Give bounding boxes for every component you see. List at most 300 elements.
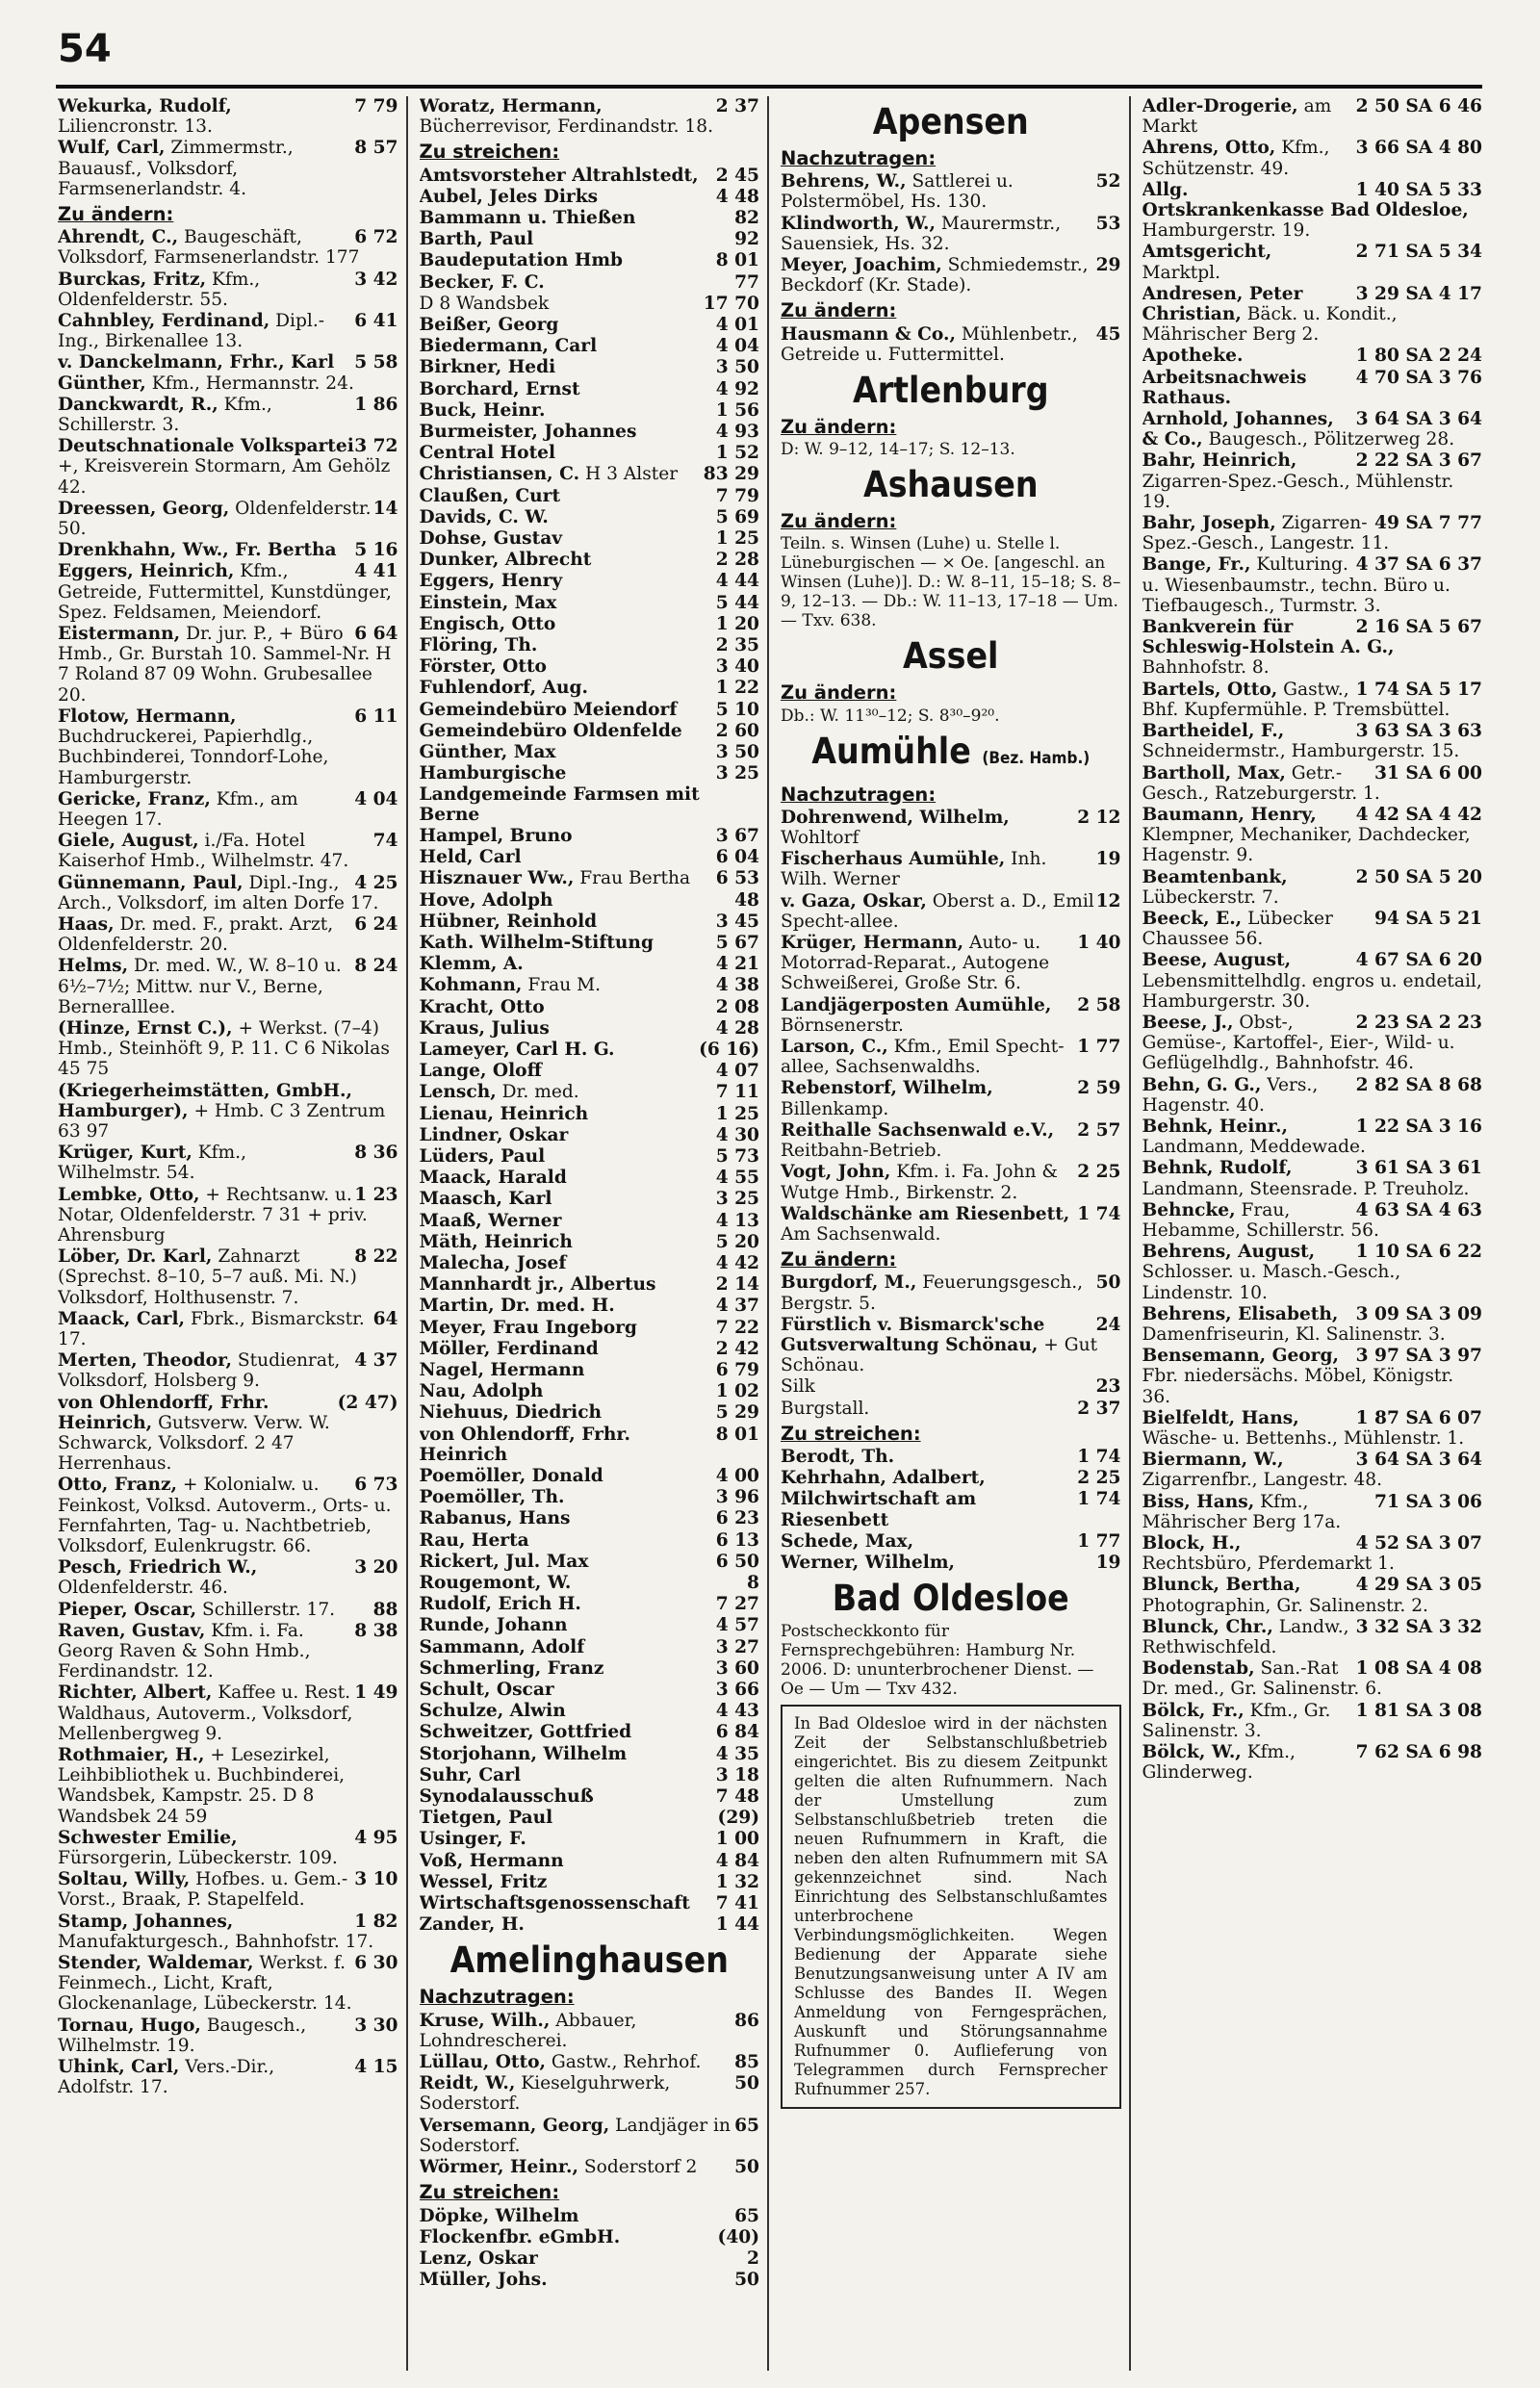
directory-entry [58,914,398,955]
entry-name: Klindworth, W., [781,213,936,234]
phone-number: 2 59 [1077,1078,1121,1099]
directory-entry [58,1869,398,1910]
section-heading: Zu ändern: [781,681,897,705]
directory-entry [781,1376,1121,1397]
entry-name: Cahnbley, Ferdinand, [58,311,270,332]
phone-number: (2 47) [337,1392,398,1413]
phone-number: 1 00 [715,1829,759,1850]
directory-entry [781,1204,1121,1245]
entry-name: Woratz, Hermann, [419,96,603,116]
directory-entry [1142,138,1483,178]
directory-entry [1142,1075,1483,1116]
directory-entry [58,1309,398,1349]
phone-number: 50 [734,2073,759,2094]
entry-details: + Hmb. C 3 Zentrum 63 97 [58,1100,386,1142]
directory-entry [58,352,398,393]
entry-name: Adler-Drogerie, [1142,96,1298,116]
directory-entry [781,1553,1121,1573]
entry-name: Bartheidel, F., [1142,721,1285,742]
phone-number: 86 [734,2010,759,2031]
entry-name: Lindner, Oskar [419,1124,569,1145]
entry-name: Usinger, F. [419,1829,526,1850]
phone-number: 5 10 [715,699,759,720]
directory-entry [420,678,760,698]
phone-number: 6 24 [354,913,398,935]
entry-name: Poemöller, Donald [419,1466,603,1486]
directory-entry [58,540,398,560]
entry-details: Maurermstr., Sauensiek, Hs. 32. [781,213,1062,254]
directory-entry [420,1104,760,1124]
entry-name: Schede, Max, [781,1530,914,1552]
entry-name: Barth, Paul [419,229,534,250]
entry-details: Vers.-Dir., Adolfstr. 17. [58,2057,275,2098]
directory-entry [1142,1408,1483,1449]
entry-name: Dohse, Gustav [419,528,563,550]
directory-entry [420,1573,760,1593]
phone-number: 17 70 [703,293,759,314]
entry-details: Kfm., Oldenfelderstr. 55. [58,269,261,310]
phone-number: 1 23 [354,1184,398,1205]
entry-details: Börnsenerstr. [781,1014,904,1036]
directory-entry [1142,368,1483,408]
phone-number: 52 [1095,171,1121,193]
entry-name: Wekurka, Rudolf, [58,96,232,116]
directory-entry [420,1744,760,1764]
entry-details: Am Sachsenwald. [781,1223,941,1245]
directory-entry [58,1350,398,1391]
phone-number: 1 44 [715,1914,759,1936]
entry-name: Beißer, Georg [419,315,559,336]
entry-name: Raven, Gustav, [58,1620,206,1641]
phone-number: 1 10 SA 6 22 [1355,1242,1482,1263]
entry-name: Held, Carl [419,847,522,868]
entry-name: Schulze, Alwin [419,1701,566,1722]
directory-entry [58,96,398,137]
directory-entry [420,250,760,270]
phone-number: 1 77 [1077,1530,1121,1552]
entry-name: Claußen, Curt [419,485,561,506]
phone-number: 3 66 [715,1680,759,1701]
phone-number: 6 79 [715,1359,759,1380]
entry-name: Bartels, Otto, [1142,679,1278,700]
phone-number: 4 00 [715,1466,759,1486]
directory-entry [420,1680,760,1700]
directory-entry [420,2206,760,2226]
directory-entry [420,1168,760,1188]
entry-details: + Rechtsanw. u. Notar, Oldenfelderstr. 7 31 + priv. Ahrensburg [58,1184,368,1245]
directory-entry [58,1621,398,1682]
phone-number: 8 36 [354,1143,398,1164]
entry-details: + Kolonialw. u. Feinkost, Volksd. Autoverm., Orts- u. Fernfahrten, Tag- u. Nachtbetrieb, Volksdorf, Eulenkrugstr. 66. [58,1475,392,1557]
entry-details: Liliencronstr. 13. [58,116,213,138]
directory-entry [781,1468,1121,1488]
directory-entry [420,1402,760,1423]
place-note: Db.: W. 11³⁰–12; S. 8³⁰–9²⁰. [781,706,1000,726]
entry-name: Blunck, Bertha, [1142,1575,1301,1596]
directory-entry [420,315,760,335]
directory-entry [58,1682,398,1744]
directory-entry [420,294,760,314]
entry-details: Schlosser. u. Masch.-Gesch., Lindenstr. 10. [1142,1262,1401,1303]
directory-entry [420,379,760,399]
phone-number: 4 57 [715,1615,759,1636]
phone-number: 5 67 [715,932,759,953]
directory-entry [781,1315,1121,1376]
directory-entry [1142,1701,1483,1741]
phone-number: 19 [1095,1552,1121,1573]
phone-number: 1 20 [715,613,759,634]
phone-number: 4 15 [354,2057,398,2078]
directory-entry [420,464,760,484]
entry-name: Kruse, Wilh., [419,2010,551,2031]
entry-details: Landmann, Steensrade. P. Treuholz. [1142,1178,1470,1199]
entry-name: Richter, Albert, [58,1682,213,1704]
section-heading: Zu streichen: [419,141,560,164]
entry-name: Bahr, Joseph, [1142,513,1276,534]
directory-entry [420,1189,760,1209]
directory-entry [420,166,760,186]
entry-name: Bölck, Fr., [1142,1700,1245,1721]
phone-number: 19 [1095,849,1121,870]
section-heading: Zu ändern: [781,299,897,322]
entry-name: Synodalausschuß [419,1786,594,1808]
phone-number: 8 22 [354,1246,398,1268]
directory-entry [1142,1533,1483,1574]
entry-details: Auto- u. Motorrad-Reparat., Autogene Schweißerei, Große Str. 6. [781,933,1050,994]
directory-entry [1142,1492,1483,1532]
entry-name: Maasch, Karl [419,1189,552,1210]
phone-number: 5 69 [715,506,759,527]
entry-name: Bensemann, Georg, [1142,1346,1339,1367]
phone-number: (40) [717,2226,759,2247]
place-name: Assel [903,635,999,678]
entry-name: Helms, [58,956,129,977]
entry-name: Burmeister, Johannes [419,422,637,443]
entry-name: Behncke, [1142,1199,1236,1220]
entry-details: i./Fa. Hotel Kaiserhof Hmb., Wilhelmstr. 47. [58,831,349,872]
phone-number: 53 [1095,213,1121,234]
entry-details: Zigarren-Spez.-Gesch., Langestr. 11. [1142,513,1390,554]
directory-entry [58,956,398,1017]
entry-name: Central Hotel [419,443,556,464]
entry-name: Bodenstab, [1142,1658,1255,1680]
entry-name: Lenz, Oskar [419,2247,538,2269]
phone-number: 1 86 [354,394,398,415]
entry-details: Oldenfelderstr. 50. [58,498,372,540]
entry-details: Lübeckerstr. 7. [1142,886,1279,908]
place-heading [781,370,1121,412]
columns [58,96,1482,2371]
entry-name: Stender, Waldemar, [58,1953,254,1974]
phone-number: 2 35 [715,635,759,656]
phone-number: 6 53 [715,868,759,889]
phone-number: 4 55 [715,1168,759,1189]
directory-entry [420,443,760,463]
phone-number: 1 32 [715,1871,759,1892]
notice-box: In Bad Oldesloe wird in der nächsten Zeit der Selbstanschlußbetrieb eingerichtet. Bis zu diesem Zeitpunkt gelten die alten Rufnummern. Nach der Umstellung zum Selbstanschlußbetrieb treten die neuen Rufnummern in Kraft, die neben den alten Rufnummern mit SA gekennzeichnet sind. Nach Einrichtung des Selbstanschlußamtes unterbrochene Verbindungsmöglichkeiten. Wegen Bedienung der Apparate siehe Benutzungsanweisung unter A IV am Schlusse des Bandes II. Wegen Anmeldung von Ferngesprächen, Auskunft und Störungsannahme Rufnummer 0. Auflieferung von Telegrammen durch Fernsprecher Rufnummer 257. [781,1705,1121,2109]
entry-name: Lange, Oloff [419,1061,542,1082]
phone-number: 4 41 [354,561,398,582]
entry-name: Burgdorf, M., [781,1272,917,1294]
directory-entry [1142,805,1483,866]
directory-entry [781,1447,1121,1467]
entry-name: Martin, Dr. med. H. [419,1296,615,1317]
phone-number: 6 41 [354,311,398,332]
entry-name: Ahrens, Otto, [1142,138,1276,159]
entry-name: Behrens, W., [781,171,907,193]
directory-entry [58,311,398,351]
phone-number: 7 22 [715,1317,759,1338]
directory-entry [1142,1200,1483,1241]
directory-entry [1142,1346,1483,1407]
entry-details: Wäsche- u. Bettenhs., Mühlenstr. 1. [1142,1428,1465,1449]
directory-entry [781,324,1121,365]
phone-number: 77 [734,271,759,293]
directory-entry [420,700,760,720]
entry-details: Kfm. i. Fa. Georg Raven & Sohn Hmb., Ferdinandstr. 12. [58,1620,311,1682]
directory-entry [420,868,760,888]
entry-details: Dipl.-Ing., Birkenallee 13. [58,311,325,352]
directory-entry [58,1828,398,1868]
directory-entry [58,138,398,199]
phone-number: 7 79 [354,96,398,116]
directory-entry [1142,180,1483,242]
phone-number: 1 22 [715,678,759,699]
directory-entry [420,336,760,356]
phone-number: 4 01 [715,315,759,336]
entry-name: Meyer, Joachim, [781,255,942,276]
entry-details: San.-Rat Dr. med., Gr. Salinenstr. 6. [1142,1658,1382,1700]
entry-name: Kraus, Julius [419,1017,550,1039]
phone-number: 64 [372,1308,398,1329]
phone-number: 4 21 [715,954,759,975]
directory-entry [420,847,760,867]
entry-details: Manufakturgesch., Bahnhofstr. 17. [58,1931,374,1952]
place-heading [781,635,1121,678]
entry-name: Runde, Johann [419,1615,568,1636]
entry-name: Bahr, Heinrich, [1142,450,1297,472]
entry-name: Lameyer, Carl H. G. [419,1039,615,1060]
directory-entry [420,1851,760,1871]
phone-number: 2 16 SA 5 67 [1355,617,1482,638]
entry-details: Zigarrenfbr., Langestr. 48. [1142,1470,1383,1491]
entry-name: Reithalle Sachsenwald e.V., [781,1119,1055,1141]
directory-entry [1142,450,1483,512]
phone-number: 50 [734,2270,759,2291]
entry-name: Werner, Wilhelm, [781,1552,955,1573]
directory-entry [1142,513,1483,553]
entry-name: Einstein, Max [419,592,557,613]
phone-number: 4 37 [715,1296,759,1317]
directory-entry [420,229,760,249]
phone-number: 1 80 SA 2 24 [1355,346,1482,367]
directory-entry [781,933,1121,994]
directory-entry [781,891,1121,932]
directory-entry [420,272,760,293]
place-note: Teiln. s. Winsen (Luhe) u. Stelle l. Lüneburgischen — × Oe. [angeschl. an Winsen (Luhe)]. D.: W. 8–11, 15–18; S. 8–9, 12–13. — Db.: W. 11–13, 17–18 — Um. — Txv. 638. [781,534,1121,631]
directory-entry [420,2052,760,2072]
entry-name: Soltau, Willy, [58,1869,191,1890]
phone-number: 4 30 [715,1124,759,1145]
directory-entry [420,975,760,995]
entry-details: Kfm. i. Fa. John & Wutge Hmb., Birkenstr. 2. [781,1162,1058,1203]
phone-number: 2 58 [1077,994,1121,1015]
entry-details: Feuerungsgesch., Bergstr. 5. [781,1272,1084,1314]
entry-name: Becker, F. C. [419,271,545,293]
entry-details: Kfm., Getreide, Futtermittel, Kunstdünger, Spez. Feldsamen, Meiendorf. [58,561,392,623]
directory-entry [420,1040,760,1060]
phone-number: 3 20 [354,1557,398,1579]
phone-number: 4 38 [715,975,759,996]
phone-number: 2 82 SA 8 68 [1355,1074,1482,1095]
entry-details: Getr.-Gesch., Ratzeburgerstr. 1. [1142,762,1380,804]
phone-number: 4 28 [715,1017,759,1039]
directory-entry [420,1146,760,1167]
entry-name: Voß, Hermann [419,1850,564,1871]
phone-number: 2 22 SA 3 67 [1355,450,1482,472]
entry-details: Rechtsbüro, Pferdemarkt 1. [1142,1553,1395,1575]
directory-entry [420,1829,760,1849]
directory-entry [420,933,760,953]
phone-number: 2 14 [715,1274,759,1296]
directory-entry [1142,1158,1483,1198]
entry-name: Kracht, Otto [419,996,545,1017]
entry-name: Reidt, W., [419,2073,516,2094]
entry-name: Krüger, Hermann, [781,933,964,954]
entry-details: Zahnarzt (Sprechst. 8–10, 5–7 auß. Mi. N.) Volksdorf, Holthusenstr. 7. [58,1246,357,1308]
directory-entry [1142,617,1483,679]
entry-details: Mühlenbetr., Getreide u. Futtermittel. [781,323,1078,365]
entry-name: Rickert, Jul. Max [419,1551,589,1572]
phone-number: 4 04 [354,788,398,809]
entry-name: (Kriegerheimstätten, GmbH., Hamburger), [58,1080,353,1121]
phone-number: 1 02 [715,1381,759,1402]
phone-number: 85 [734,2052,759,2073]
directory-entry [420,187,760,207]
entry-details: Frau Bertha [579,868,691,889]
directory-entry [1142,346,1483,366]
entry-details: Marktpl. [1142,262,1221,283]
entry-details: Dr. med. F., prakt. Arzt, Oldenfelderstr. 20. [58,913,334,956]
entry-name: Kehrhahn, Adalbert, [781,1468,986,1489]
directory-entry [420,2157,760,2177]
directory-entry [1142,680,1483,720]
phone-number: 3 32 SA 3 32 [1355,1616,1482,1637]
directory-entry [781,1120,1121,1161]
place-name: Bad Oldesloe [832,1578,1069,1620]
entry-name: Möller, Ferdinand [419,1338,599,1359]
entry-details: Reitbahn-Betrieb. [781,1141,942,1162]
entry-name: Lüders, Paul [419,1145,546,1167]
entry-name: Baumann, Henry, [1142,804,1317,825]
phone-number: 1 22 SA 3 16 [1355,1116,1482,1137]
phone-number: 3 96 [715,1487,759,1508]
phone-number: 2 23 SA 2 23 [1355,1012,1482,1033]
entry-details: Oldenfelderstr. 46. [58,1578,228,1599]
entry-details: H 3 Alster [585,464,679,485]
entry-name: Stamp, Johannes, [58,1911,234,1932]
phone-number: 7 11 [715,1082,759,1103]
directory-entry [781,171,1121,212]
phone-number: 3 72 [354,436,398,457]
entry-name: Uhink, Carl, [58,2057,180,2078]
entry-name: von Ohlendorff, Frhr. Heinrich [419,1424,630,1465]
entry-name: Günther, Max [419,742,556,763]
entry-details: Inh. Wilh. Werner [781,849,1047,890]
entry-name: Waldschänke am Riesenbett, [781,1203,1070,1224]
entry-details: Bäck. u. Kondit., Mährischer Berg 2. [1142,304,1398,346]
entry-name: Beeck, E., [1142,908,1243,929]
phone-number: 8 01 [715,250,759,271]
phone-number: 4 04 [715,336,759,357]
directory-entry [420,593,760,613]
directory-entry [420,1425,760,1465]
directory-entry [420,507,760,527]
directory-entry [420,1530,760,1551]
entry-details: Baugesch., Wilhelmstr. 19. [58,2015,307,2056]
phone-number: 4 37 SA 6 37 [1355,554,1482,576]
entry-name: Lensch, [419,1082,497,1103]
entry-details: Lübecker Chaussee 56. [1142,908,1333,950]
directory-entry [1142,554,1483,616]
phone-number: 4 67 SA 6 20 [1355,950,1482,971]
directory-entry [420,528,760,549]
phone-number: 3 45 [715,911,759,932]
entry-details: Gastw., Rehrhof. [551,2052,702,2073]
entry-name: Mäth, Heinrich [419,1231,573,1252]
entry-details: Bücherrevisor, Ferdinandstr. 18. [419,116,713,138]
entry-name: Rudolf, Erich H. [419,1594,581,1615]
entry-details: Frau M. [527,975,602,996]
entry-name: Dohrenwend, Wilhelm, [781,807,1010,828]
entry-details: Kfm., Emil Specht-allee, Sachsenwaldhs. [781,1037,1065,1078]
entry-name: von Ohlendorff, Frhr. Heinrich, [58,1392,270,1433]
directory-entry [781,1531,1121,1552]
entry-name: Behn, G. G., [1142,1074,1262,1095]
entry-name: Biermann, W., [1142,1450,1284,1471]
column-4 [1142,96,1483,2371]
entry-name: Eggers, Henry [419,571,563,592]
entry-name: Arbeitsnachweis Rathaus. [1142,367,1307,408]
phone-number: 5 73 [715,1145,759,1167]
phone-number: 3 30 [354,2015,398,2036]
directory-entry [58,873,398,913]
place-name: Apensen [872,101,1029,142]
entry-name: Flotow, Hermann, [58,706,237,727]
directory-entry [420,1381,760,1401]
phone-number: 1 82 [354,1911,398,1932]
phone-number: 1 77 [1077,1037,1121,1058]
entry-name: Schweitzer, Gottfried [419,1722,632,1743]
phone-number: 4 95 [354,1827,398,1848]
entry-name: Amtsgericht, [1142,242,1272,263]
phone-number: 5 20 [715,1231,759,1252]
directory-entry [420,1914,760,1935]
phone-number: 1 40 SA 5 33 [1355,179,1482,200]
directory-entry [420,1615,760,1635]
section-heading: Zu ändern: [781,510,897,533]
entry-details: Zimmermstr., Bauausf., Volksdorf, Farmsenerlandstr. 4. [58,138,294,199]
directory-entry [420,763,760,825]
entry-name: Tietgen, Paul [419,1808,553,1829]
phone-number: 4 42 SA 4 42 [1355,804,1482,825]
phone-number: 5 58 [354,352,398,373]
directory-entry [420,1082,760,1102]
entry-details: Hamburgerstr. 19. [1142,220,1311,242]
entry-details: Fbrk., Bismarckstr. 17. [58,1308,365,1349]
entry-details: Dr. jur. P., + Büro Hmb., Gr. Burstah 10. Sammel-Nr. H 7 Roland 87 09 Wohn. Grubesallee 20. [58,624,392,706]
directory-entry [1142,1242,1483,1303]
